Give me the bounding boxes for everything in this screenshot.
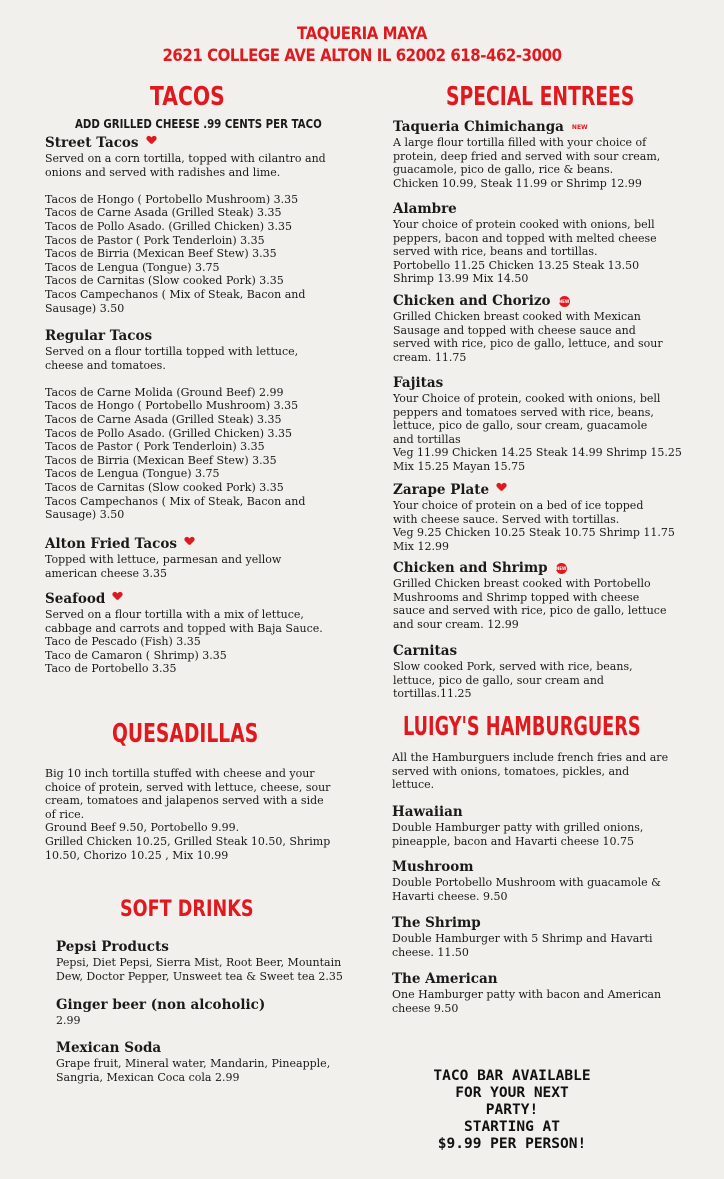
- menu-item-regular-tacos: [45, 328, 305, 522]
- item-name: Chicken and Chorizo NEW: [393, 293, 570, 309]
- item-description: Your choice of protein cooked with onions, bell peppers, bacon and topped with melted cheese served with rice, beans and tortillas. Portobello 11.25 Chicken 13.25 Steak 13.50 Shrimp 13.99 Mix 14.50: [393, 218, 657, 286]
- item-name: Regular Tacos: [45, 328, 153, 344]
- restaurant-name: TAQUERIA MAYA: [297, 24, 427, 44]
- menu-item-fajitas: [393, 375, 682, 474]
- item-description: Your choice of protein on a bed of ice topped with cheese sauce. Served with tortillas. Veg 9.25 Chicken 10.25 Steak 10.75 Shrimp 11.75 Mix 12.99: [393, 499, 675, 553]
- menu-item-seafood: [45, 591, 323, 676]
- tacos-title: TACOS: [150, 82, 225, 112]
- quesadillas-description: [45, 767, 330, 862]
- item-name: Ginger beer (non alcoholic): [56, 997, 266, 1013]
- item-description: Topped with lettuce, parmesan and yellow american cheese 3.35: [45, 553, 282, 580]
- item-name: Alton Fried Tacos: [45, 536, 281, 553]
- special-entrees-title: SPECIAL ENTREES: [446, 82, 635, 112]
- item-name: Zarape Plate: [393, 482, 675, 499]
- tacos-note: ADD GRILLED CHEESE .99 CENTS PER TACO: [75, 117, 322, 131]
- item-description: Grilled Chicken breast cooked with Mexican Sausage and topped with cheese sauce and served with rice, pico de gallo, lettuce, and sour cream. 11.75: [393, 310, 663, 364]
- item-description: One Hamburger patty with bacon and American cheese 9.50: [392, 988, 662, 1015]
- new-badge-icon: NEW: [571, 124, 588, 131]
- item-name: Hawaiian: [392, 804, 463, 820]
- item-description: Double Hamburger with 5 Shrimp and Havarti cheese. 11.50: [392, 932, 653, 959]
- item-description: Pepsi, Diet Pepsi, Sierra Mist, Root Beer, Mountain Dew, Doctor Pepper, Unsweet tea & Sweet tea 2.35: [56, 956, 343, 983]
- item-name: The American: [392, 971, 498, 987]
- item-name: Carnitas: [393, 643, 458, 659]
- menu-item-alton-fried-tacos: [45, 536, 281, 580]
- quesadillas-title: QUESADILLAS: [112, 719, 259, 749]
- item-description: Grilled Chicken breast cooked with Portobello Mushrooms and Shrimp topped with cheese sauce and served with rice, pico de gallo, lettuce and sour cream. 12.99: [393, 577, 667, 631]
- menu-item-taqueria-chimichanga: [393, 119, 660, 190]
- hamburgers-title: LUIGY'S HAMBURGUERS: [403, 712, 641, 742]
- item-description: Double Hamburger patty with grilled onions, pineapple, bacon and Havarti cheese 10.75: [392, 821, 644, 848]
- soft-drinks-title: SOFT DRINKS: [120, 897, 254, 922]
- menu-item-the-shrimp: [392, 915, 652, 959]
- favorite-heart-icon: [147, 136, 156, 145]
- menu-item-carnitas: [393, 643, 633, 701]
- hamburgers-intro: [392, 751, 668, 792]
- new-badge-icon: NEW: [556, 563, 567, 574]
- menu-item-chicken-and-chorizo: [393, 293, 663, 364]
- item-name: Alambre: [393, 201, 457, 217]
- item-name: Seafood: [45, 591, 323, 608]
- item-name: Taqueria Chimichanga NEW: [393, 119, 588, 135]
- favorite-heart-icon: [113, 592, 122, 601]
- taco-bar-promo: TACO BAR AVAILABLE FOR YOUR NEXT PARTY! STARTING AT $9.99 PER PERSON!: [433, 1068, 591, 1152]
- drink-pepsi-products: [56, 939, 343, 983]
- menu-item-chicken-and-shrimp: [393, 560, 666, 631]
- item-description: Served on a corn tortilla, topped with cilantro and onions and served with radishes and lime. Tacos de Hongo ( Portobello Mushroom) 3.35 Tacos de Carne Asada (Grilled Steak) 3.35 Tacos de Pollo Asado. (Grilled Chicken) 3.35 Tacos de Pastor ( Pork Tenderloin) 3.35 Tacos de Birria (Mexican Beef Stew) 3.35 Tacos de Lengua (Tongue) 3.75 Tacos de Carnitas (Slow cooked Pork) 3.35 Tacos Campechanos ( Mix of Steak, Bacon and Sausage) 3.50: [45, 152, 326, 315]
- item-description: Grape fruit, Mineral water, Mandarin, Pineapple, Sangria, Mexican Coca cola 2.99: [56, 1057, 331, 1084]
- menu-item-zarape-plate: [393, 482, 675, 553]
- menu-item-hawaiian: [392, 804, 643, 848]
- item-description: All the Hamburguers include french fries and are served with onions, tomatoes, pickles, and lettuce.: [392, 751, 669, 792]
- menu-item-mushroom: [392, 859, 661, 903]
- item-name: Pepsi Products: [56, 939, 169, 955]
- item-name: Street Tacos: [45, 135, 326, 152]
- favorite-heart-icon: [185, 537, 194, 546]
- item-name: Fajitas: [393, 375, 444, 391]
- drink-mexican-soda: [56, 1040, 330, 1084]
- restaurant-address-phone: 2621 COLLEGE AVE ALTON IL 62002 618-462-3000: [162, 46, 562, 66]
- item-name: The Shrimp: [392, 915, 481, 931]
- item-name: Mushroom: [392, 859, 474, 875]
- menu-item-the-american: [392, 971, 661, 1015]
- item-description: Your Choice of protein, cooked with onions, bell peppers and tomatoes served with rice, beans, lettuce, pico de gallo, sour cream, guacamole and tortillas Veg 11.99 Chicken 14.25 Steak 14.99 Shrimp 15.25 Mix 15.25 Mayan 15.75: [393, 392, 682, 473]
- item-name: Mexican Soda: [56, 1040, 162, 1056]
- item-description: Served on a flour tortilla topped with lettuce, cheese and tomatoes. Tacos de Carne Molida (Ground Beef) 2.99 Tacos de Hongo ( Portobello Mushroom) 3.35 Tacos de Carne Asada (Grilled Steak) 3.35 Tacos de Pollo Asado. (Grilled Chicken) 3.35 Tacos de Pastor ( Pork Tenderloin) 3.35 Tacos de Birria (Mexican Beef Stew) 3.35 Tacos de Lengua (Tongue) 3.75 Tacos de Carnitas (Slow cooked Pork) 3.35 Tacos Campechanos ( Mix of Steak, Bacon and Sausage) 3.50: [45, 345, 306, 522]
- favorite-heart-icon: [497, 483, 506, 492]
- item-description: A large flour tortilla filled with your choice of protein, deep fried and served with sour cream, guacamole, pico de gallo, rice & beans. Chicken 10.99, Steak 11.99 or Shrimp 12.99: [393, 136, 661, 190]
- item-description: Big 10 inch tortilla stuffed with cheese and your choice of protein, served with lettuce, cheese, sour cream, tomatoes and jalapenos served with a side of rice. Ground Beef 9.50, Portobello 9.99. Grilled Chicken 10.25, Grilled Steak 10.50, Shrimp 10.50, Chorizo 10.25 , Mix 10.99: [45, 767, 331, 862]
- item-description: 2.99: [56, 1014, 81, 1027]
- item-description: Double Portobello Mushroom with guacamole & Havarti cheese. 9.50: [392, 876, 661, 903]
- menu-item-street-tacos: [45, 135, 326, 315]
- new-badge-icon: NEW: [559, 296, 570, 307]
- item-description: Slow cooked Pork, served with rice, beans, lettuce, pico de gallo, sour cream and tortillas.11.25: [393, 660, 633, 701]
- menu-item-alambre: [393, 201, 657, 286]
- item-description: Served on a flour tortilla with a mix of lettuce, cabbage and carrots and topped with Baja Sauce. Taco de Pescado (Fish) 3.35 Taco de Camaron ( Shrimp) 3.35 Taco de Portobello 3.35: [45, 608, 323, 676]
- item-name: Chicken and Shrimp NEW: [393, 560, 567, 576]
- drink-ginger-beer: [56, 997, 265, 1028]
